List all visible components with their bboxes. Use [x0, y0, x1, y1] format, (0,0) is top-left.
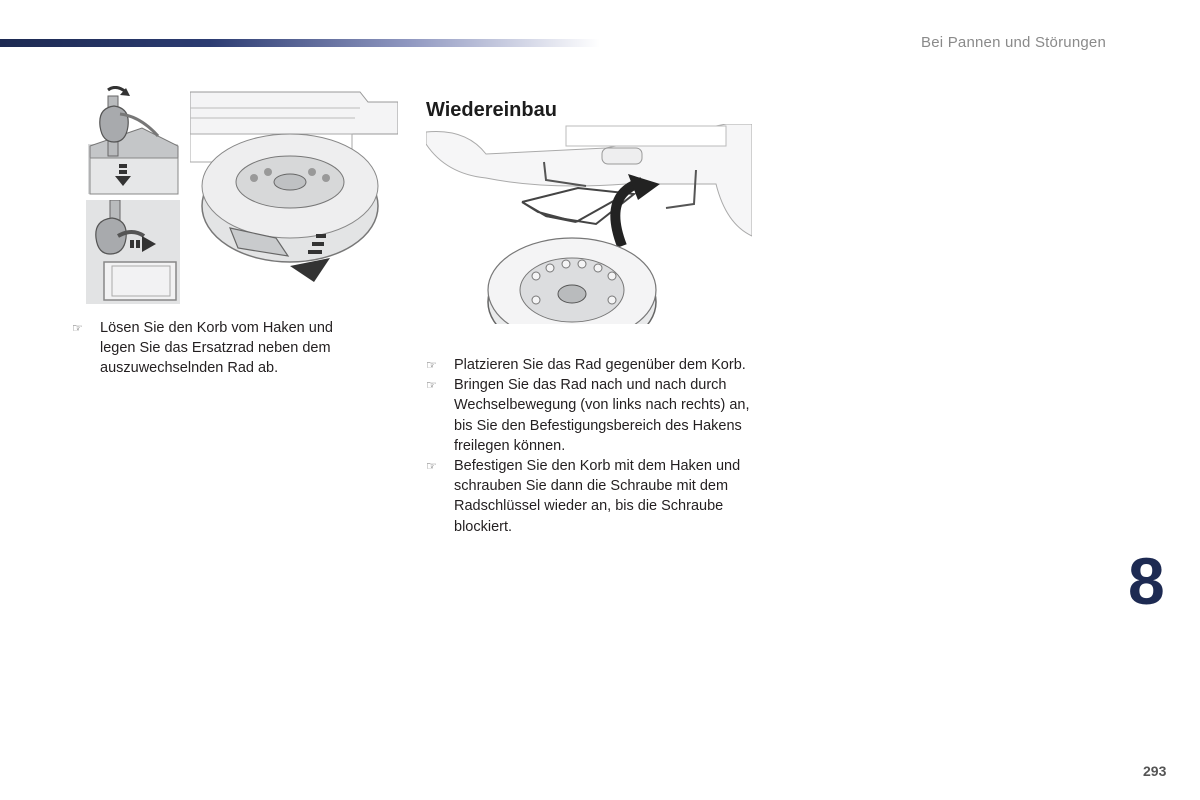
step-text: Bringen Sie das Rad nach und nach durch Wechselbewegung (von links nach rechts) an, bis Sie den Befestigungsbereich des Hakens freilegen können.: [454, 377, 750, 454]
spare-wheel-lowering-illustration: [190, 86, 398, 286]
list-item: [426, 456, 756, 537]
hook-release-illustration-top: [86, 86, 180, 198]
pointing-hand-icon: ☞: [72, 321, 83, 335]
step-text: Platzieren Sie das Rad gegenüber dem Korb.: [454, 357, 746, 373]
page-number: 293: [1143, 763, 1167, 779]
step-text: Befestigen Sie den Korb mit dem Haken und schrauben Sie dann die Schraube mit dem Radschlüssel wieder an, bis die Schraube blockiert.: [454, 458, 741, 535]
section-title: Bei Pannen und Störungen: [921, 34, 1106, 51]
hook-release-illustration-bottom: [86, 200, 180, 304]
list-item: [426, 375, 756, 456]
list-item: [426, 355, 756, 375]
list-item: [72, 318, 362, 379]
pointing-hand-icon: ☞: [426, 459, 437, 474]
chapter-number: 8: [1128, 544, 1164, 618]
header-color-bar: [0, 39, 600, 47]
section-heading: Wiedereinbau: [426, 98, 557, 121]
left-step-list: [72, 318, 362, 379]
pointing-hand-icon: ☞: [426, 358, 437, 372]
wheel-reinstall-illustration: [426, 124, 752, 344]
step-text: Lösen Sie den Korb vom Haken und legen Sie das Ersatzrad neben dem auszuwechselnden Rad ab.: [100, 320, 333, 377]
pointing-hand-icon: ☞: [426, 378, 437, 393]
right-step-list: [426, 355, 756, 537]
